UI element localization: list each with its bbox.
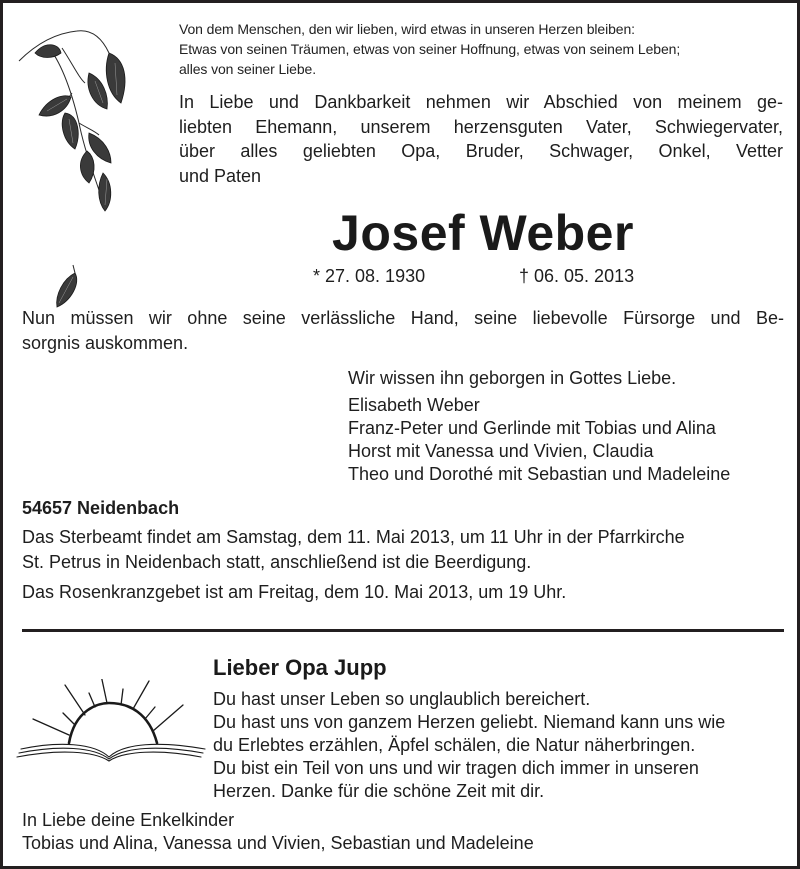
section-divider <box>22 629 784 632</box>
service-info <box>22 525 787 574</box>
intro-line: über alles geliebten Opa, Bruder, Schwager, Onkel, Vetter <box>179 141 783 161</box>
faith-line: Wir wissen ihn geborgen in Gottes Liebe. <box>348 368 677 388</box>
motto-line: Von dem Menschen, den wir lieben, wird etwas in unseren Herzen bleiben: <box>179 21 635 37</box>
birth-date: * 27. 08. 1930 <box>313 266 426 286</box>
deceased-name: Josef Weber <box>332 205 634 261</box>
signature-line: In Liebe deine Enkelkinder <box>22 810 235 830</box>
farewell-line: Nun müssen wir ohne seine verlässliche Hand, seine liebevolle Fürsorge und Be- <box>22 308 784 328</box>
mourner-name: Horst mit Vanessa und Vivien, Claudia <box>348 441 654 461</box>
farewell-paragraph <box>22 306 784 355</box>
message-line: Herzen. Danke für die schöne Zeit mit dir. <box>213 781 545 801</box>
service-line: Das Sterbeamt findet am Samstag, dem 11. Mai 2013, um 11 Uhr in der Pfarrkirche <box>22 527 685 547</box>
rosary-info: Das Rosenkranzgebet ist am Freitag, dem 10. Mai 2013, um 19 Uhr. <box>22 582 567 602</box>
motto-line: alles von seiner Liebe. <box>179 61 317 77</box>
intro-line: In Liebe und Dankbarkeit nehmen wir Abschied von meinem ge- <box>179 92 783 112</box>
intro-paragraph <box>179 90 783 188</box>
death-date: † 06. 05. 2013 <box>519 266 635 286</box>
mourner-name: Elisabeth Weber <box>348 395 480 415</box>
location-heading: 54657 Neidenbach <box>22 498 180 518</box>
motto-line: Etwas von seinen Träumen, etwas von seiner Hoffnung, etwas von seinem Leben; <box>179 41 681 57</box>
mourner-name: Theo und Dorothé mit Sebastian und Madeleine <box>348 464 731 484</box>
mourners-block <box>348 367 788 486</box>
mourner-name: Franz-Peter und Gerlinde mit Tobias und Alina <box>348 418 716 438</box>
farewell-line: sorgnis auskommen. <box>22 332 189 353</box>
service-line: St. Petrus in Neidenbach statt, anschließend ist die Beerdigung. <box>22 551 532 572</box>
birch-branch-icon <box>17 23 139 215</box>
grandchildren-title: Lieber Opa Jupp <box>213 655 387 680</box>
message-line: Du hast uns von ganzem Herzen geliebt. Niemand kann uns wie <box>213 712 726 732</box>
grandchildren-signature <box>22 809 782 855</box>
grandchildren-message <box>213 688 785 803</box>
message-line: Du bist ein Teil von uns und wir tragen dich immer in unseren <box>213 758 699 778</box>
falling-leaf-icon <box>51 261 83 311</box>
message-line: Du hast unser Leben so unglaublich bereichert. <box>213 689 591 709</box>
signature-line: Tobias und Alina, Vanessa und Vivien, Sebastian und Madeleine <box>22 833 534 853</box>
sunrise-book-icon <box>9 679 209 779</box>
intro-line: und Paten <box>179 165 262 186</box>
message-line: du Erlebtes erzählen, Äpfel schälen, die Natur näherbringen. <box>213 735 696 755</box>
intro-line: liebten Ehemann, unserem herzensguten Vater, Schwiegervater, <box>179 116 783 137</box>
motto-quote <box>179 19 789 79</box>
